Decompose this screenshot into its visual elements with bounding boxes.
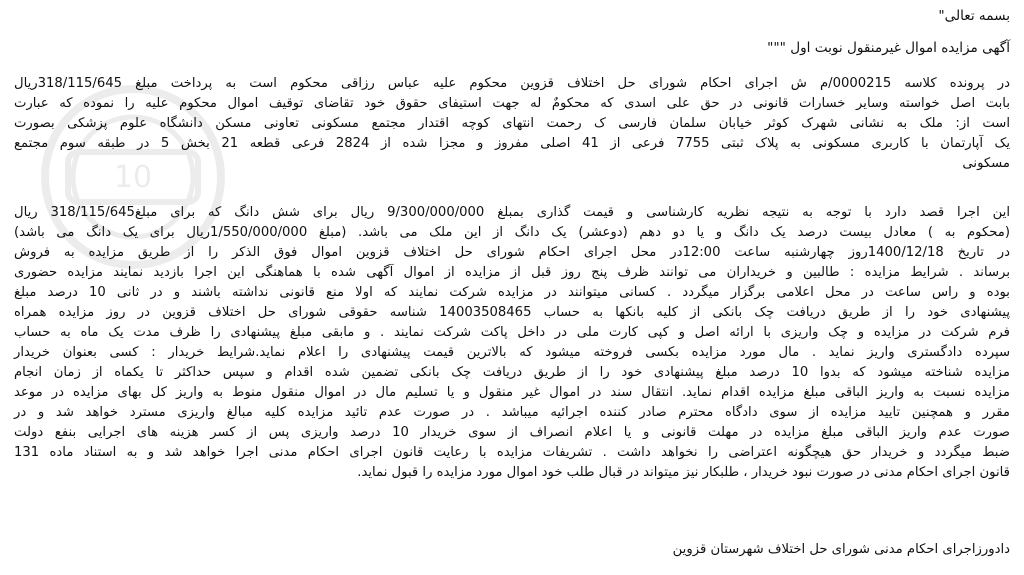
paragraph-line: مقرر و همچنین تایید مزایده از سوی دادگاه محترم صادر کننده اجرائیه میباشد . در صورت عدم تائید مزایده کلیه مبالغ واریزی مسترد خواهد شد و در — [14, 405, 1010, 420]
paragraph-line: یک آپارتمان با کاربری مسکونی به پلاک ثبتی 7755 فرعی از 41 اصلی مفروز و مجزا شده از 2824 فرعی قطعه 21 بخش 5 در طبقه سوم مجتمع — [14, 136, 1011, 151]
paragraph-line: قانون اجرای احکام مدنی در صورت نبود خریدار ، طلبکار نیز میتواند در قبال طلب خود اموال مورد مزایده را قبول نماید. — [357, 465, 1010, 480]
paragraph-line: در پرونده کلاسه 0000215/م ش اجرای احکام شورای حل اختلاف قزوین محکوم علیه عباس رزاقی محکوم است به پرداخت مبلغ 318/115/645ریال — [14, 76, 1010, 91]
bismillah: بسمه تعالی" — [938, 8, 1010, 24]
paragraph-line: فرم شرکت در مزایده و چک واریزی با ارائه اصل و کپی کارت ملی در داخل پاکت شرکت نمایند . و مابقی مبلغ پیشنهادی را ظرف مدت یک ماه به حساب — [14, 325, 1010, 340]
paragraph-line: مزایده شناخته میشود که بدوا 10 درصد مبلغ پیشنهادی خود را از طریق دریافت چک بانکی تضمین شده اقدام و سپس حداکثر تا یکماه از زمان انجام — [14, 365, 1010, 380]
paragraph-line: بابت اصل خواسته وسایر خسارات قانونی در حق علی اسدی که محکومٌ له جهت استیفای حقوق خود تقاضای توقیف اموال محکوم علیه را نموده که عبارت — [14, 96, 1010, 111]
signature: دادورزاجرای احکام مدنی شورای حل اختلاف شهرستان قزوین — [672, 542, 1010, 557]
paragraph-line: بوده و راس ساعت در محل اعلامی برگزار میگردد . کسانی میتوانند در مزایده شرکت نمایند که اولا منع قانونی نداشته باشند و در ثانی 10 درصد مبلغ — [14, 285, 1010, 300]
paragraph-line: این اجرا قصد دارد با توجه به نتیجه نظریه کارشناسی و قیمت گذاری بمبلغ 9/300/000/000 ریال برای شش دانگ که برای مبلغ318/115/645 ریال — [14, 205, 1010, 220]
paragraph-line: است از: ملک به نشانی شهرک کوثر خیابان سلمان فارسی ک رحمت انتهای کوچه اقتدار مجتمع مسکونی تعاونی مسکن دانشگاه علوم پزشکی بصورت — [14, 116, 1010, 131]
notice-title: آگهی مزایده اموال غیرمنقول نوبت اول """ — [767, 40, 1010, 56]
svg-text:10: 10 — [113, 160, 153, 195]
paragraph-line: صورت عدم واریز الباقی مبلغ مزایده در مهلت قانونی و یا اعلام انصراف از سوی خریدار 10 درصد واریزی پس از کسر هزینه های اجرایی بنفع دولت — [14, 425, 1010, 440]
paragraph-line: برساند . شرایط مزایده : طالبین و خریداران می توانند ظرف پنج روز قبل از مزایده از اموال آگهی شده با هماهنگی این اجرا بازدید نمایند مزایده حضوری — [14, 265, 1010, 280]
paragraph-line: ضبط میگردد و خریدار حق هیچگونه اعتراضی را نخواهد داشت . تشریفات مزایده با رعایت قانون اجرای احکام مدنی اجرا خواهد شد و به استناد ماده 131 — [14, 445, 1010, 460]
paragraph-line: پیشنهادی خود را از طریق دریافت چک بانکی از کلیه بانکها به حساب 14003508465 شناسه حقوقی شورای حل اختلاف قزوین در روز مزایده همراه — [14, 305, 1010, 320]
paragraph-line: مزایده نسبت به واریز الباقی مبلغ مزایده اقدام نماید. انتقال سند در اموال غیر منقول و یا تسلیم مال در اموال منقول منوط به واریز کل بهای مزایده در موعد — [14, 385, 1010, 400]
paragraph-line: در تاریخ 1400/12/18روز چهارشنبه ساعت 12:00در محل اجرای احکام شورای حل اختلاف قزوین اموال فوق الذکر را از طریق مزایده به فروش — [14, 245, 1010, 260]
paragraph-line: مسکونی — [962, 156, 1010, 171]
paragraph-line: سپرده دادگستری واریز نماید . مال مورد مزایده بکسی فروخته میشود که بالاترین قیمت پیشنهادی را اعلام نماید.شرایط خریدار : کسی بعنوان خریدار — [14, 345, 1010, 360]
paragraph-line-bold-amount: (محکوم به ) معادل بیست درصد یک دانگ و یا دو دهم (دوعشر) یک دانگ از این ملک می باشد. (مبلغ 1/550/000/000ریال برای یک دانگ می باشد) — [14, 225, 1010, 240]
